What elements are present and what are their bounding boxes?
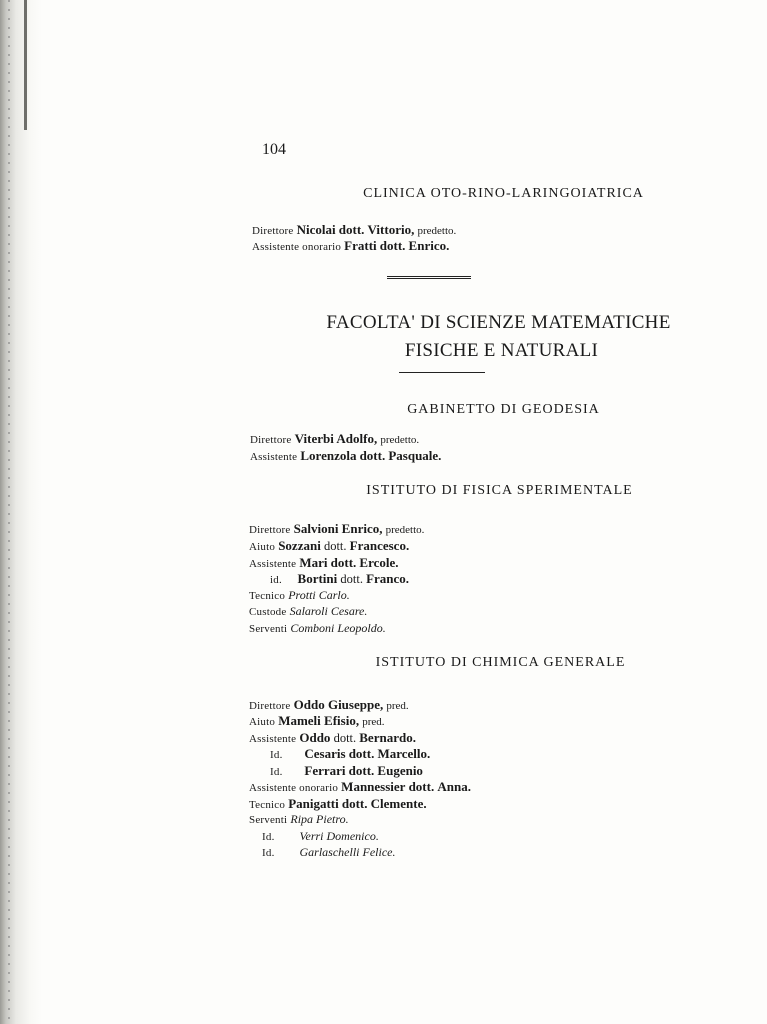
- entry-line: Assistente Oddo dott. Bernardo.: [249, 730, 416, 745]
- section-heading-geodesia: GABINETTO DI GEODESIA: [407, 402, 600, 417]
- binding-stitching: [8, 0, 10, 1024]
- entry-line: Serventi Ripa Pietro.: [249, 812, 349, 826]
- entry-line: Serventi Comboni Leopoldo.: [249, 621, 386, 635]
- page-number: 104: [262, 141, 286, 158]
- section-heading-clinica: CLINICA OTO-RINO-LARINGOIATRICA: [363, 186, 644, 201]
- section-heading-fisica: ISTITUTO DI FISICA SPERIMENTALE: [366, 483, 633, 498]
- entry-line: Id. Ferrari dott. Eugenio: [270, 763, 423, 778]
- entry-line: Aiuto Sozzani dott. Francesco.: [249, 538, 410, 553]
- entry-line: Id. Cesaris dott. Marcello.: [270, 746, 431, 761]
- entry-line: Direttore Viterbi Adolfo, predetto.: [250, 431, 420, 446]
- faculty-underline: [399, 372, 485, 373]
- section-divider: [387, 276, 471, 279]
- book-binding-shadow: [0, 0, 42, 1024]
- faculty-title-line1: FACOLTA' DI SCIENZE MATEMATICHE: [326, 312, 671, 333]
- entry-line: Direttore Nicolai dott. Vittorio, predetto.: [252, 222, 457, 237]
- entry-line: Assistente Mari dott. Ercole.: [249, 555, 399, 570]
- entry-line: Tecnico Panigatti dott. Clemente.: [249, 796, 427, 811]
- entry-line: Assistente onorario Mannessier dott. Anna.: [249, 779, 471, 794]
- section-heading-chimica: ISTITUTO DI CHIMICA GENERALE: [375, 655, 626, 670]
- entry-line: Id. Garlaschelli Felice.: [262, 845, 396, 859]
- entry-line: id. Bortini dott. Franco.: [270, 571, 410, 586]
- entry-line: Direttore Oddo Giuseppe, pred.: [249, 697, 409, 712]
- entry-line: Aiuto Mameli Efisio, pred.: [249, 713, 385, 728]
- entry-line: Custode Salaroli Cesare.: [249, 604, 368, 618]
- entry-line: Assistente onorario Fratti dott. Enrico.: [252, 238, 450, 253]
- entry-line: Direttore Salvioni Enrico, predetto.: [249, 521, 425, 536]
- entry-line: Assistente Lorenzola dott. Pasquale.: [250, 448, 442, 463]
- faculty-title-line2: FISICHE E NATURALI: [404, 340, 599, 361]
- entry-line: Id. Verri Domenico.: [262, 829, 379, 843]
- binding-edge: [24, 0, 27, 130]
- entry-line: Tecnico Protti Carlo.: [249, 588, 350, 602]
